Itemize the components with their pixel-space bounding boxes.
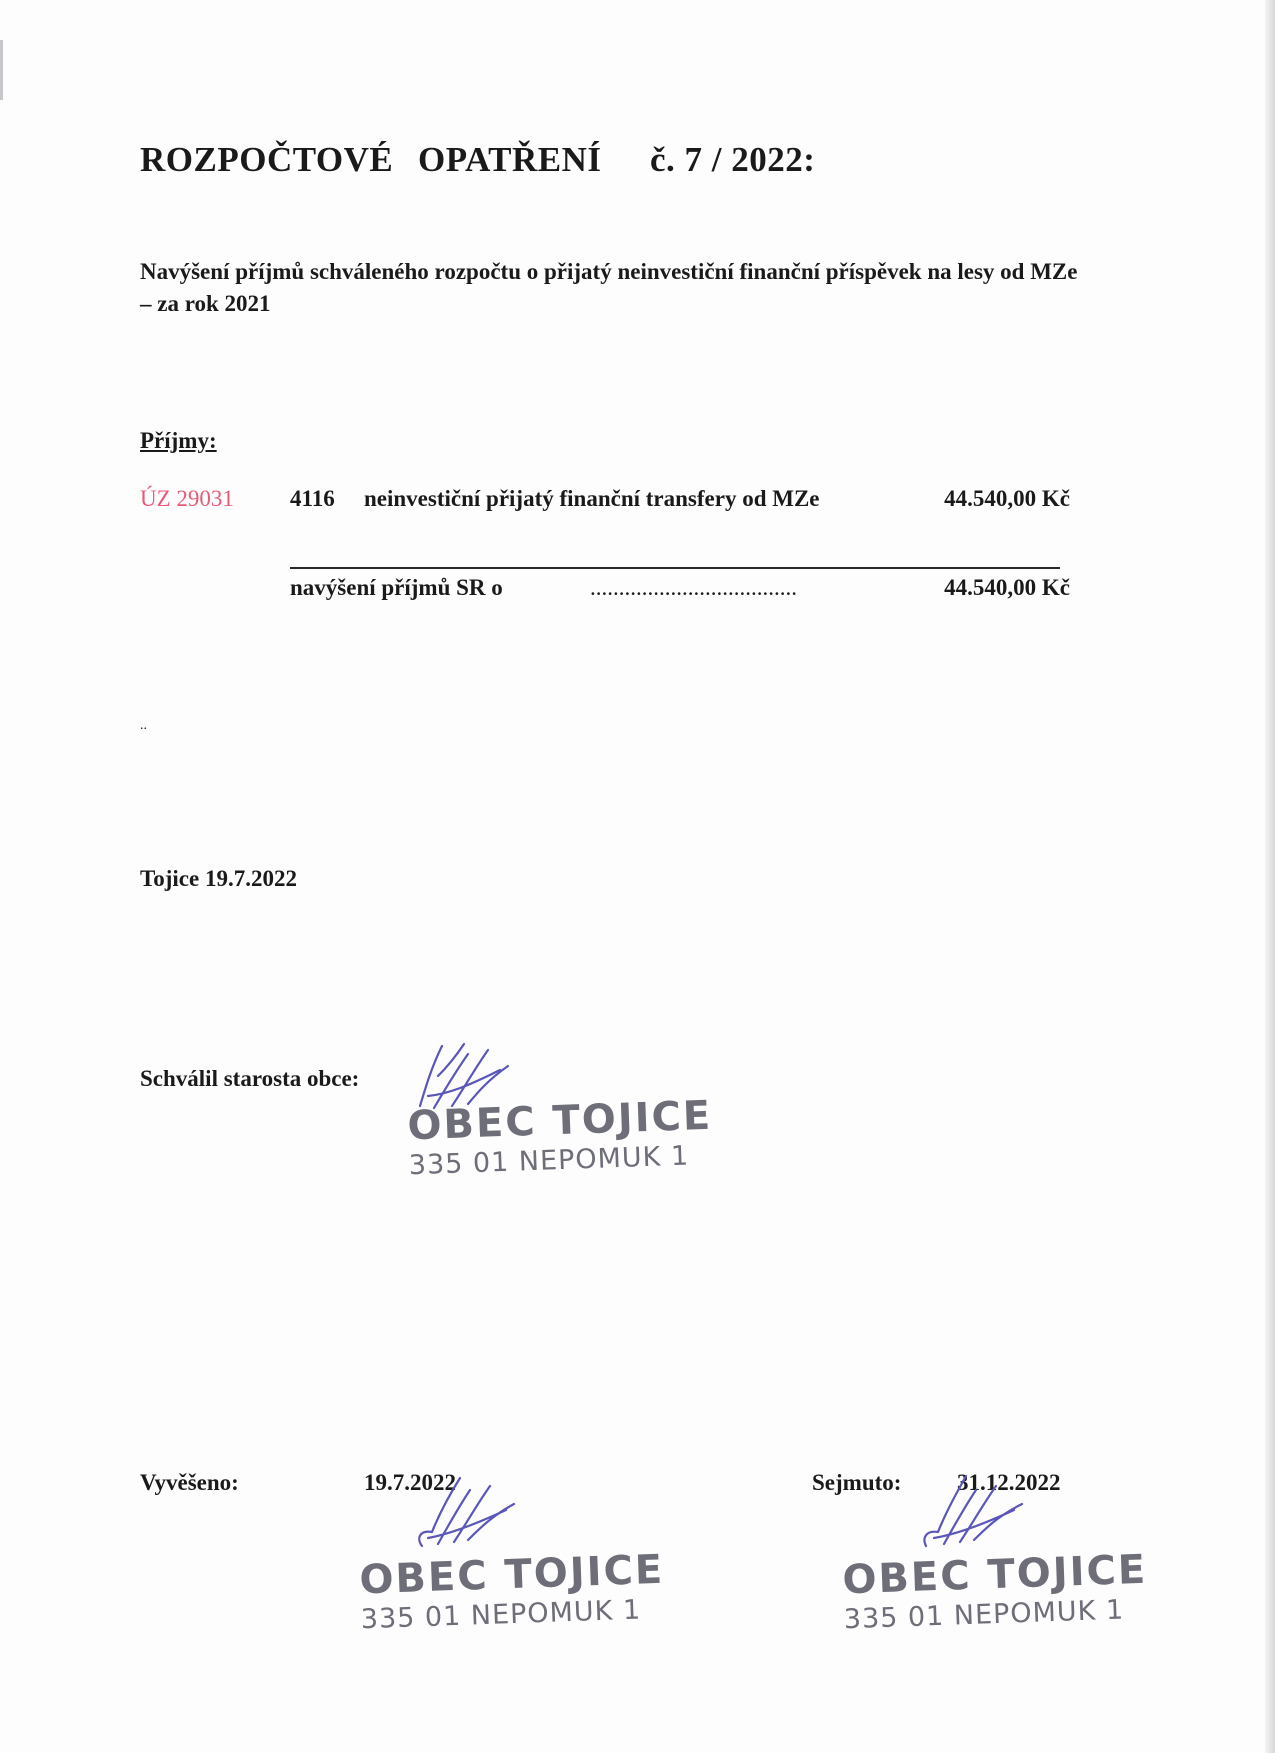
budget-item-code: 4116 — [290, 486, 335, 511]
title-part-2: OPATŘENÍ — [418, 140, 602, 179]
stamp-line-1: OBEC TOJICE — [841, 1546, 1148, 1604]
posted-signature — [410, 1472, 520, 1552]
scan-mark — [0, 40, 3, 100]
total-divider — [290, 567, 1060, 569]
budget-item-amount: 44.540,00 Kč — [944, 486, 1070, 511]
document-description: Navýšení příjmů schváleného rozpočtu o přijatý neinvestiční finanční příspěvek na lesy od MZe – za rok 2021 — [140, 259, 1078, 316]
posted-stamp — [359, 1547, 666, 1638]
posted-date: 19.7.2022 — [364, 1470, 456, 1495]
budget-item-text: neinvestiční přijatý finanční transfery od MZe — [364, 486, 820, 511]
document-title — [140, 140, 815, 180]
stamp-line-2: 335 01 NEPOMUK 1 — [360, 1594, 642, 1636]
removed-label: Sejmuto: — [812, 1470, 902, 1495]
approved-by-label: Schválil starosta obce: — [140, 1066, 360, 1091]
removed-date: 31.12.2022 — [957, 1470, 1061, 1495]
stamp-line-2: 335 01 NEPOMUK 1 — [843, 1594, 1125, 1636]
place-and-date: Tojice 19.7.2022 — [140, 866, 297, 891]
posted-label: Vyvěšeno: — [140, 1470, 239, 1495]
total-label: navýšení příjmů SR o — [290, 575, 503, 600]
title-part-3: č. 7 / 2022: — [650, 140, 816, 179]
stamp-line-1: OBEC TOJICE — [406, 1092, 713, 1150]
stamp-line-2: 335 01 NEPOMUK 1 — [408, 1140, 690, 1182]
title-part-1: ROZPOČTOVÉ — [140, 140, 394, 179]
income-section-label: Příjmy: — [140, 428, 217, 453]
removed-stamp — [842, 1547, 1149, 1638]
removed-signature — [918, 1472, 1028, 1552]
scan-edge — [1265, 0, 1275, 1753]
tick-mark: .. — [140, 718, 147, 733]
uz-code: ÚZ 29031 — [140, 486, 234, 511]
stamp-line-1: OBEC TOJICE — [358, 1546, 665, 1604]
total-amount: 44.540,00 Kč — [944, 575, 1070, 600]
total-leader-dots: .................................... — [590, 575, 797, 600]
municipal-stamp — [407, 1093, 714, 1184]
